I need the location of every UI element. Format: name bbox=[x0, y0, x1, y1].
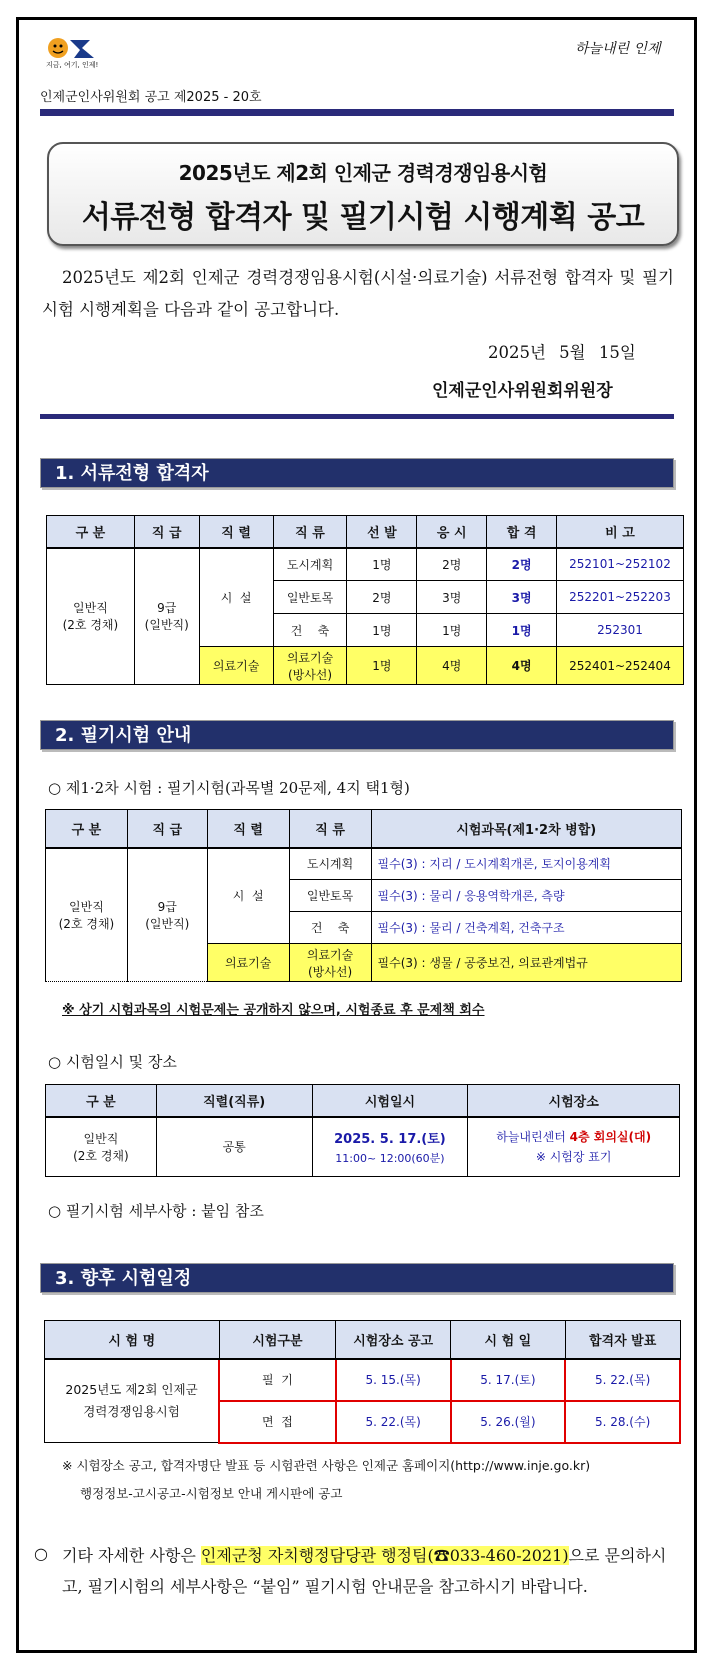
cell-grade: 9급 (일반직) bbox=[127, 848, 207, 982]
table-cell: 면 접 bbox=[219, 1401, 336, 1443]
table-cell: 4명 bbox=[417, 647, 487, 685]
th-category: 구 분 bbox=[46, 1085, 157, 1117]
table-cell: 일반토목 bbox=[289, 880, 371, 912]
signer: 인제군인사위원회위원장 bbox=[432, 381, 613, 401]
cell-series: 공통 bbox=[156, 1117, 312, 1177]
table-cell: 필수(3) : 생물 / 공중보건, 의료관계법규 bbox=[371, 944, 681, 982]
table-cell: 5. 22.(목) bbox=[336, 1401, 451, 1443]
table-cell: 252101~252102 bbox=[557, 548, 684, 581]
th-pass: 합 격 bbox=[487, 516, 557, 548]
table-cell: 건 축 bbox=[273, 614, 347, 647]
th-note: 비 고 bbox=[557, 516, 684, 548]
th-exam-date: 시 험 일 bbox=[451, 1321, 566, 1359]
th-grade: 직 급 bbox=[134, 516, 199, 548]
table-cell: 252401~252404 bbox=[557, 647, 684, 685]
exam-time: 11:00~ 12:00(60분) bbox=[335, 1151, 445, 1165]
table-cell: 5. 28.(수) bbox=[565, 1401, 680, 1443]
cell-category: 일반직 (2호 경채) bbox=[47, 548, 135, 685]
schedule-bullet: ○ 시험일시 및 장소 bbox=[48, 1053, 177, 1071]
table-cell: 1명 bbox=[417, 614, 487, 647]
title-line2: 서류전형 합격자 및 필기시험 시행계획 공고 bbox=[81, 200, 645, 235]
title-line1: 2025년도 제2회 인제군 경력경쟁임용시험 bbox=[178, 161, 548, 185]
section3-title: 3. 향후 시험일정 bbox=[40, 1263, 674, 1293]
title-box bbox=[47, 142, 679, 246]
th-series: 직 렬 bbox=[207, 810, 289, 848]
table-cell: 2명 bbox=[417, 548, 487, 581]
th-exam-kind: 시험구분 bbox=[219, 1321, 336, 1359]
table-cell: 252201~252203 bbox=[557, 581, 684, 614]
cell-series-facility: 시 설 bbox=[199, 548, 273, 647]
cell-place bbox=[468, 1117, 680, 1177]
table-cell: 필 기 bbox=[219, 1359, 336, 1401]
table-cell: 1명 bbox=[347, 647, 417, 685]
cell-exam-name: 2025년도 제2회 인제군 경력경쟁임용시험 bbox=[45, 1359, 220, 1443]
table-cell: 의료기술 (방사선) bbox=[273, 647, 347, 685]
table-cell: 건 축 bbox=[289, 912, 371, 944]
cell-grade: 9급 (일반직) bbox=[134, 548, 199, 685]
pass-table bbox=[46, 515, 684, 685]
section1-title: 1. 서류전형 합격자 bbox=[40, 458, 674, 488]
footer-text bbox=[62, 1540, 672, 1602]
table-cell: 3명 bbox=[417, 581, 487, 614]
notice-number: 인제군인사위원회 공고 제2025 - 20호 bbox=[40, 90, 262, 105]
table-cell: 1명 bbox=[487, 614, 557, 647]
table-cell: 의료기술 (방사선) bbox=[289, 944, 371, 982]
exam-type-bullet: ○ 제1·2차 시험 : 필기시험(과목별 20문제, 4지 택1형) bbox=[48, 779, 410, 797]
section2-title: 2. 필기시험 안내 bbox=[40, 720, 674, 750]
th-exam-name: 시 험 명 bbox=[45, 1321, 220, 1359]
table-cell: 5. 22.(목) bbox=[565, 1359, 680, 1401]
th-grade: 직 급 bbox=[127, 810, 207, 848]
table-cell: 1명 bbox=[347, 614, 417, 647]
table-cell: 필수(3) : 물리 / 건축계획, 건축구조 bbox=[371, 912, 681, 944]
subject-table bbox=[45, 809, 682, 982]
th-series: 직렬(직류) bbox=[156, 1085, 312, 1117]
th-venue-notice: 시험장소 공고 bbox=[336, 1321, 451, 1359]
th-subjects: 시험과목(제1·2차 병합) bbox=[371, 810, 681, 848]
table-cell: 필수(3) : 지리 / 도시계획개론, 토지이용계획 bbox=[371, 848, 681, 880]
footer-text-post: 으로 문의하시고, 필기시험의 세부사항은 “붙임” 필기시험 안내문을 참고하시기 바랍니다. bbox=[62, 1546, 667, 1596]
table-cell: 5. 15.(목) bbox=[336, 1359, 451, 1401]
subject-note: ※ 상기 시험과목의 시험문제는 공개하지 않으며, 시험종료 후 문제책 회수 bbox=[62, 1003, 485, 1018]
th-datetime: 시험일시 bbox=[312, 1085, 468, 1117]
th-result-date: 합격자 발표 bbox=[565, 1321, 680, 1359]
exam-date: 2025. 5. 17.(토) bbox=[334, 1131, 446, 1147]
details-bullet: ○ 필기시험 세부사항 : 붙임 참조 bbox=[48, 1202, 264, 1220]
place-note: ※ 시험장 표기 bbox=[535, 1150, 612, 1165]
th-place: 시험장소 bbox=[468, 1085, 680, 1117]
th-apply: 응 시 bbox=[417, 516, 487, 548]
footer-text-pre: 기타 자세한 사항은 bbox=[62, 1546, 201, 1565]
cell-category: 일반직 (2호 경채) bbox=[46, 1117, 157, 1177]
th-type: 직 류 bbox=[273, 516, 347, 548]
th-series: 직 렬 bbox=[199, 516, 273, 548]
exam-schedule-table bbox=[45, 1084, 680, 1177]
table-cell: 2명 bbox=[347, 581, 417, 614]
table-cell: 3명 bbox=[487, 581, 557, 614]
footer-contact: 인제군청 자치행정담당관 행정팀(☎033-460-2021) bbox=[200, 1546, 569, 1565]
th-category: 구 분 bbox=[47, 516, 135, 548]
schedule-note-line1: ※ 시험장소 공고, 합격자명단 발표 등 시험관련 사항은 인제군 홈페이지(http://www.inje.go.kr) bbox=[62, 1458, 591, 1473]
th-type: 직 류 bbox=[289, 810, 371, 848]
logo-slogan: 지금, 여기, 인제! bbox=[46, 61, 99, 69]
place-room: 4층 회의실(대) bbox=[569, 1130, 652, 1145]
table-cell: 도시계획 bbox=[289, 848, 371, 880]
divider-bar bbox=[40, 414, 674, 419]
intro-text: 2025년도 제2회 인제군 경력경쟁임용시험(시설·의료기술) 서류전형 합격자 및 필기시험 시행계획을 다음과 같이 공고합니다. bbox=[42, 268, 674, 319]
table-cell: 5. 26.(월) bbox=[451, 1401, 566, 1443]
haneul-logo: 하늘내린 인제 bbox=[575, 41, 661, 57]
cell-series-medical: 의료기술 bbox=[199, 647, 273, 685]
th-category: 구 분 bbox=[46, 810, 128, 848]
cell-datetime bbox=[312, 1117, 468, 1177]
table-cell: 일반토목 bbox=[273, 581, 347, 614]
future-schedule-table bbox=[44, 1320, 681, 1444]
table-cell: 4명 bbox=[487, 647, 557, 685]
th-select: 선 발 bbox=[347, 516, 417, 548]
place-name: 하늘내린센터 bbox=[496, 1130, 566, 1145]
footer-bullet: ○ bbox=[34, 1544, 48, 1563]
cell-series-medical: 의료기술 bbox=[207, 944, 289, 982]
inje-logo bbox=[46, 36, 116, 70]
header-bar bbox=[40, 109, 674, 116]
table-cell: 5. 17.(토) bbox=[451, 1359, 566, 1401]
table-cell: 필수(3) : 물리 / 응용역학개론, 측량 bbox=[371, 880, 681, 912]
table-cell: 도시계획 bbox=[273, 548, 347, 581]
cell-series-facility: 시 설 bbox=[207, 848, 289, 944]
table-cell: 252301 bbox=[557, 614, 684, 647]
table-cell: 1명 bbox=[347, 548, 417, 581]
notice-date: 2025년 5월 15일 bbox=[488, 343, 636, 362]
cell-category: 일반직 (2호 경채) bbox=[46, 848, 128, 982]
table-cell: 2명 bbox=[487, 548, 557, 581]
schedule-note-line2: 행정정보-고시공고-시험정보 안내 게시판에 공고 bbox=[80, 1486, 343, 1501]
